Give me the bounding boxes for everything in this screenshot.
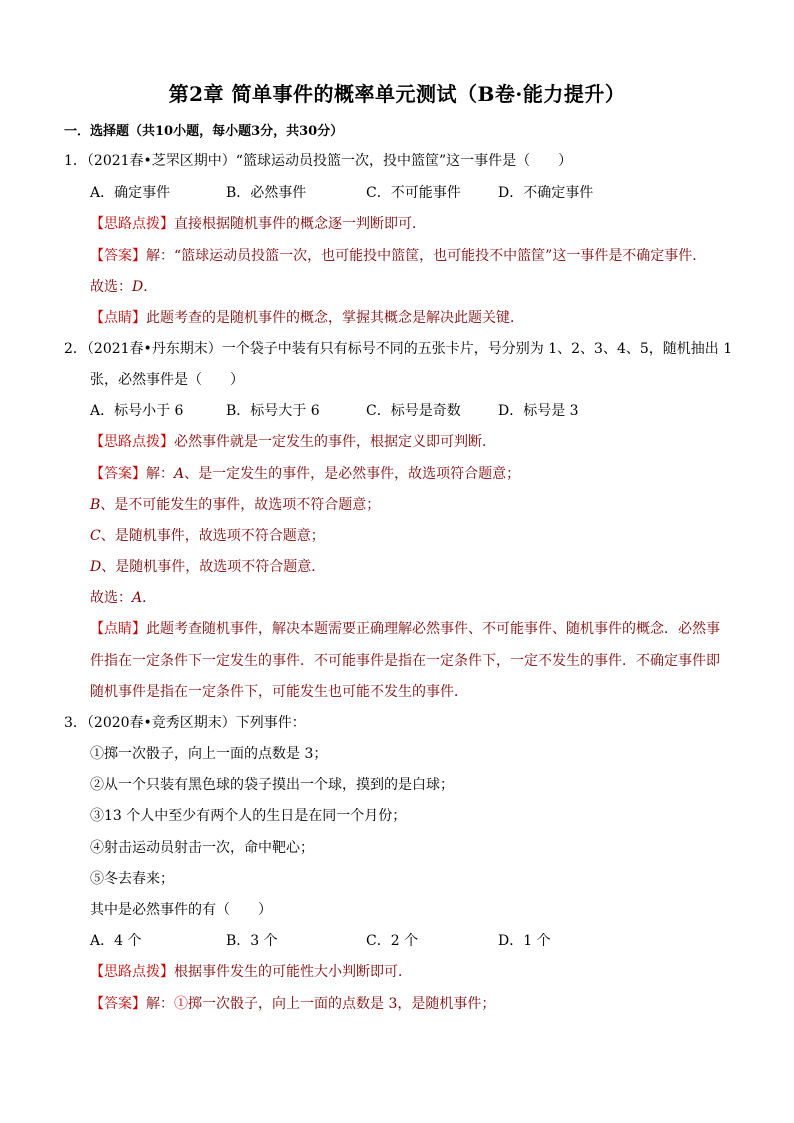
- q3-answer-text: 掷一次骰子，向上一面的点数是 3，是随机事件；: [188, 996, 496, 1012]
- q2-comment-line3: 随机事件是指在一定条件下，可能发生也可能不发生的事件．: [90, 684, 468, 700]
- q2-comment-line1: [90, 619, 720, 639]
- answer-label: 【答案】: [90, 248, 146, 264]
- hint-label: 【思路点拨】: [90, 434, 174, 450]
- q2-option-b: B．标号大于 6: [226, 403, 320, 419]
- q2-answer: [90, 464, 520, 484]
- q3-option-a: A．4 个: [90, 933, 142, 949]
- comment-label: 【点睛】: [90, 621, 146, 637]
- q2-c-text: 、是随机事件，故选项不符合题意；: [100, 528, 325, 544]
- q3-answer-prefix: 解：: [146, 996, 174, 1012]
- q2-c-letter: C: [90, 528, 101, 544]
- q3-item-2: ②从一个只装有黑色球的袋子摸出一个球，摸到的是白球；: [90, 777, 454, 793]
- q2-comment-line2: 件指在一定条件下一定发生的事件．不可能事件是指在一定条件下，一定不发生的事件．不确定事件即: [90, 653, 720, 669]
- q2-d-letter: D: [90, 559, 102, 575]
- answer-label: 【答案】: [90, 466, 146, 482]
- q3-option-d: D．1 个: [498, 933, 551, 949]
- q3-answer: [90, 994, 495, 1014]
- q3-answer-mark: ①: [174, 996, 188, 1012]
- q1-option-a: A．确定事件: [90, 185, 171, 201]
- q1-choice-letter: D: [132, 279, 144, 295]
- q2-b-letter: B: [90, 497, 101, 513]
- q3-ask: 其中是必然事件的有（ ）: [90, 902, 272, 918]
- q2-answer-a-letter: A: [174, 466, 185, 482]
- q2-hint-text: 必然事件就是一定发生的事件，根据定义即可判断．: [174, 434, 496, 450]
- q3-item-4: ④射击运动员射击一次，命中靶心；: [90, 840, 314, 856]
- q2-option-c: C．标号是奇数: [366, 403, 461, 419]
- q2-b-text: 、是不可能发生的事件，故选项不符合题意；: [100, 497, 381, 513]
- hint-label: 【思路点拨】: [90, 216, 174, 232]
- q1-hint-text: 直接根据随机事件的概念逐一判断即可．: [174, 216, 426, 232]
- q1-comment-text: 此题考查的是随机事件的概念，掌握其概念是解决此题关键．: [146, 310, 524, 326]
- q2-option-a: A．标号小于 6: [90, 403, 184, 419]
- q1-choice: [90, 277, 157, 297]
- answer-label: 【答案】: [90, 996, 146, 1012]
- page-title: 第2章 简单事件的概率单元测试（B卷·能力提升）: [168, 82, 626, 106]
- q2-hint: [90, 432, 496, 452]
- q2-answer-a-text: 、是一定发生的事件，是必然事件，故选项符合题意；: [184, 466, 521, 482]
- q1-choice-suffix: ．: [143, 279, 158, 295]
- q1-comment: [90, 308, 524, 328]
- q1-option-c: C．不可能事件: [366, 185, 461, 201]
- q2-answer-prefix: 解：: [146, 466, 174, 482]
- q1-answer-text: 解：“篮球运动员投篮一次，也可能投中篮筐，也可能投不中篮筐”这一事件是不确定事件．: [146, 248, 707, 264]
- question-1-stem: 1．（2021春•芝罘区期中）“篮球运动员投篮一次，投中篮筐”这一事件是（ ）: [64, 153, 573, 169]
- q1-option-b: B．必然事件: [226, 185, 307, 201]
- q2-choice: [90, 588, 156, 608]
- q1-answer: [90, 246, 706, 266]
- q1-choice-prefix: 故选：: [90, 279, 132, 295]
- q2-choice-suffix: ．: [142, 590, 157, 606]
- q2-choice-prefix: 故选：: [90, 590, 132, 606]
- q3-item-1: ①掷一次骰子，向上一面的点数是 3；: [90, 746, 328, 762]
- q2-answer-c: [90, 526, 325, 546]
- q2-choice-letter: A: [132, 590, 143, 606]
- section-heading: 一．选择题（共10小题，每小题3分，共30分）: [64, 124, 344, 139]
- q3-item-3: ③13 个人中至少有两个人的生日是在同一个月份；: [90, 808, 407, 824]
- q3-option-b: B．3 个: [226, 933, 278, 949]
- comment-label: 【点睛】: [90, 310, 146, 326]
- question-2-stem-line2: 张，必然事件是（ ）: [90, 372, 244, 388]
- q3-hint: [90, 962, 412, 982]
- q2-d-text: 、是随机事件，故选项不符合题意．: [101, 559, 326, 575]
- q3-item-5: ⑤冬去春来；: [90, 871, 174, 887]
- q1-option-d: D．不确定事件: [498, 185, 594, 201]
- q1-hint: [90, 214, 426, 234]
- q2-option-d: D．标号是 3: [498, 403, 579, 419]
- q3-option-c: C．2 个: [366, 933, 419, 949]
- question-3-stem: 3．（2020春•竞秀区期末）下列事件：: [64, 715, 306, 731]
- q2-answer-b: [90, 495, 380, 515]
- question-2-stem-line1: 2．（2021春•丹东期末）一个袋子中装有只有标号不同的五张卡片，号分别为 1、2、3、4、5，随机抽出 1: [64, 341, 733, 357]
- q3-hint-text: 根据事件发生的可能性大小判断即可．: [174, 964, 412, 980]
- q2-answer-d: [90, 557, 325, 577]
- q2-comment-text1: 此题考查随机事件，解决本题需要正确理解必然事件、不可能事件、随机事件的概念．必然事: [146, 621, 720, 637]
- hint-label: 【思路点拨】: [90, 964, 174, 980]
